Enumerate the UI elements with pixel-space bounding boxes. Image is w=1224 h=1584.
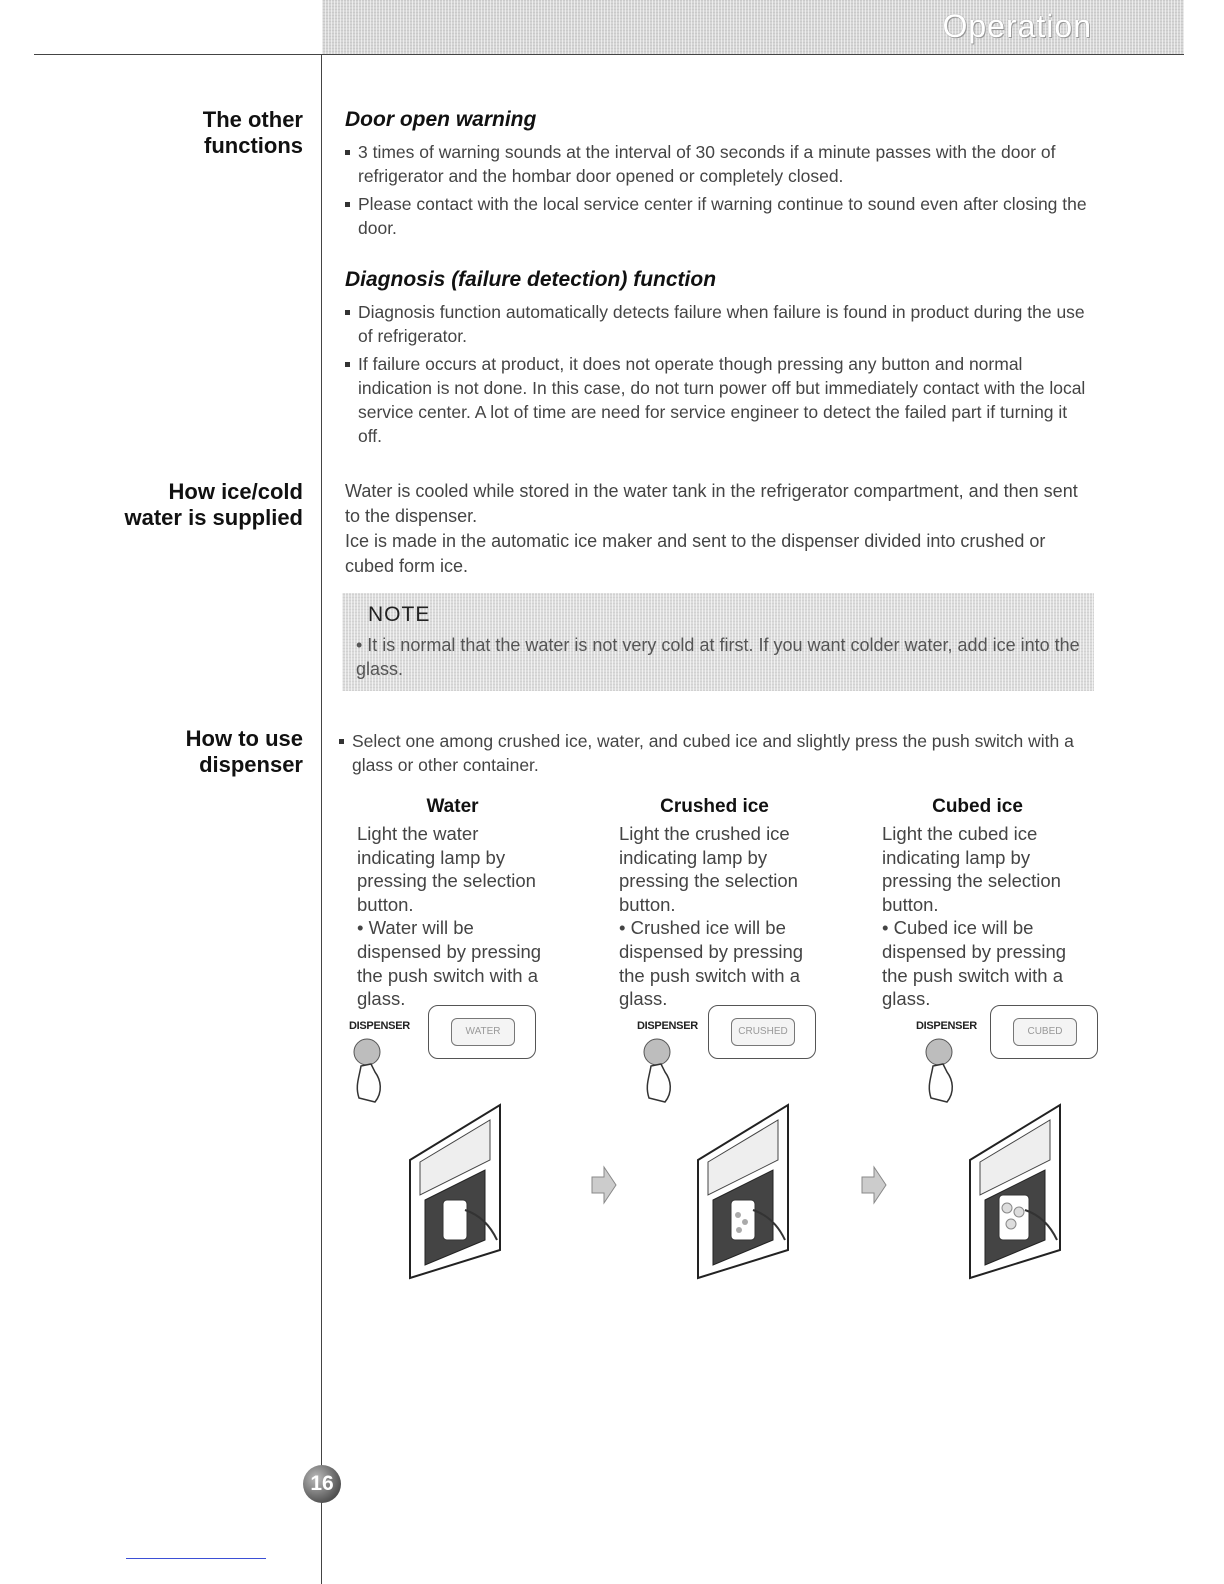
column-bullet: • Crushed ice will be dispensed by pressing the push switch with a glass. bbox=[619, 917, 804, 1010]
cubed-selection-button bbox=[990, 1005, 1098, 1059]
section-title-other-functions: The other functions bbox=[202, 107, 303, 158]
column-heading: Crushed ice bbox=[660, 796, 769, 817]
page-number-badge: 16 bbox=[303, 1465, 341, 1503]
column-heading: Cubed ice bbox=[932, 796, 1023, 817]
finger-press-icon bbox=[917, 1036, 967, 1106]
door-open-warning bbox=[345, 108, 1095, 244]
door-warning-heading: Door open warning bbox=[345, 108, 537, 131]
crushed-selection-button bbox=[708, 1005, 816, 1059]
column-heading: Water bbox=[426, 796, 479, 817]
note-title: NOTE bbox=[368, 603, 431, 626]
ice-water-paragraph: Ice is made in the automatic ice maker and sent to the dispenser divided into crushed or cubed form ice. bbox=[345, 531, 1046, 576]
cubed-button-label: CUBED bbox=[1013, 1018, 1077, 1046]
arrow-right-icon bbox=[860, 1165, 888, 1205]
diagnosis-heading: Diagnosis (failure detection) function bbox=[345, 268, 717, 291]
note-box bbox=[342, 593, 1094, 691]
footer-link-underline bbox=[126, 1558, 266, 1559]
column-water bbox=[345, 796, 560, 1011]
water-dispenser-illustration bbox=[405, 1100, 505, 1280]
door-warning-bullet: Please contact with the local service center if warning continue to sound even after closing the door. bbox=[345, 192, 1095, 240]
water-button-label: WATER bbox=[451, 1018, 515, 1046]
door-warning-bullet: 3 times of warning sounds at the interval of 30 seconds if a minute passes with the door of refrigerator and the hombar door opened or completely closed. bbox=[345, 140, 1095, 188]
crushed-ice-dispenser-illustration bbox=[693, 1100, 793, 1280]
arrow-right-icon bbox=[590, 1165, 618, 1205]
column-cubed-ice bbox=[870, 796, 1085, 1011]
finger-press-icon bbox=[635, 1036, 685, 1106]
column-description: Light the water indicating lamp by pressing the selection button. bbox=[357, 823, 536, 915]
column-bullet: • Cubed ice will be dispensed by pressing the push switch with a glass. bbox=[882, 917, 1067, 1010]
header-rule bbox=[34, 54, 1184, 55]
ice-water-description bbox=[345, 479, 1095, 579]
ice-water-paragraph: Water is cooled while stored in the water tank in the refrigerator compartment, and then sent to the dispenser. bbox=[345, 481, 1078, 526]
header-band bbox=[322, 0, 1184, 55]
cubed-ice-dispenser-illustration bbox=[965, 1100, 1065, 1280]
column-description: Light the cubed ice indicating lamp by pressing the selection button. bbox=[882, 823, 1061, 915]
section-title-ice-water: How ice/cold water is supplied bbox=[124, 479, 303, 530]
dispenser-intro bbox=[339, 729, 1089, 781]
dispenser-panel-label: DISPENSER bbox=[349, 1020, 410, 1032]
column-bullet: • Water will be dispensed by pressing the push switch with a glass. bbox=[357, 917, 542, 1010]
column-description: Light the crushed ice indicating lamp by pressing the selection button. bbox=[619, 823, 798, 915]
note-text: • It is normal that the water is not very cold at first. If you want colder water, add ice into the glass. bbox=[356, 635, 1080, 679]
diagnosis-bullet: If failure occurs at product, it does not operate though pressing any button and normal indication is not done. In this case, do not turn power off but immediately contact with the local service center. A lot of time are need for service engineer to detect the failed part if turning it off. bbox=[345, 352, 1095, 448]
dispenser-intro-text: Select one among crushed ice, water, and cubed ice and slightly press the push switch with a glass or other container. bbox=[339, 729, 1089, 777]
diagnosis-bullet: Diagnosis function automatically detects failure when failure is found in product during the use of refrigerator. bbox=[345, 300, 1095, 348]
diagnosis-function bbox=[345, 268, 1095, 452]
vertical-divider bbox=[321, 55, 322, 1584]
section-title-dispenser: How to use dispenser bbox=[185, 726, 303, 777]
header-title: Operation bbox=[942, 8, 1092, 44]
dispenser-panel-label: DISPENSER bbox=[916, 1020, 977, 1032]
dispenser-panel-label: DISPENSER bbox=[637, 1020, 698, 1032]
crushed-button-label: CRUSHED bbox=[731, 1018, 795, 1046]
water-selection-button bbox=[428, 1005, 536, 1059]
finger-press-icon bbox=[345, 1036, 395, 1106]
column-crushed-ice bbox=[607, 796, 822, 1011]
